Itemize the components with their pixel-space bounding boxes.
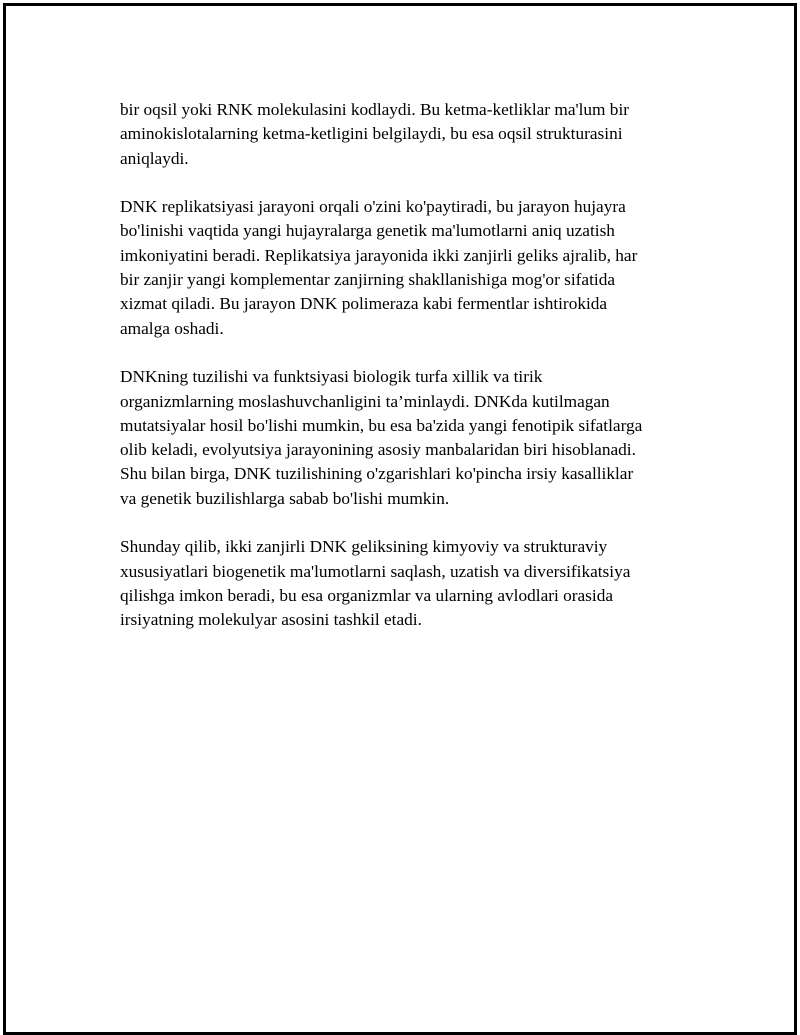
text-line: olib keladi, evolyutsiya jarayonining asosiy manbalaridan biri hisoblanadi. xyxy=(120,440,636,460)
text-line: DNKning tuzilishi va funktsiyasi biologik turfa xillik va tirik xyxy=(120,367,543,387)
paragraph xyxy=(120,195,692,341)
text-line: DNK replikatsiyasi jarayoni orqali o'zini ko'paytiradi, bu jarayon hujayra xyxy=(120,197,626,217)
text-line: aniqlaydi. xyxy=(120,148,189,168)
text-line: xususiyatlari biogenetik ma'lumotlarni saqlash, uzatish va diversifikatsiya xyxy=(120,561,631,581)
text-line: va genetik buzilishlarga sabab bo'lishi mumkin. xyxy=(120,488,450,508)
text-line: Shu bilan birga, DNK tuzilishining o'zgarishlari ko'pincha irsiy kasalliklar xyxy=(120,464,634,484)
text-line: xizmat qiladi. Bu jarayon DNK polimeraza kabi fermentlar ishtirokida xyxy=(120,294,608,314)
document-body xyxy=(120,98,692,657)
text-line: qilishga imkon beradi, bu esa organizmlar va ularning avlodlari orasida xyxy=(120,585,614,605)
text-line: Shunday qilib, ikki zanjirli DNK geliksining kimyoviy va strukturaviy xyxy=(120,537,608,557)
text-line: mutatsiyalar hosil bo'lishi mumkin, bu esa ba'zida yangi fenotipik sifatlarga xyxy=(120,415,643,435)
text-line: bir oqsil yoki RNK molekulasini kodlaydi. Bu ketma-ketliklar ma'lum bir xyxy=(120,100,630,119)
text-line: aminokislotalarning ketma-ketligini belgilaydi, bu esa oqsil strukturasini xyxy=(120,124,623,144)
text-line: imkoniyatini beradi. Replikatsiya jarayonida ikki zanjirli geliks ajralib, har xyxy=(120,245,638,265)
paragraph xyxy=(120,535,692,632)
text-line: bir zanjir yangi komplementar zanjirning shakllanishiga mog'or sifatida xyxy=(120,270,616,290)
text-line: irsiyatning molekulyar asosini tashkil etadi. xyxy=(120,610,422,630)
paragraph xyxy=(120,365,692,511)
text-line: amalga oshadi. xyxy=(120,318,224,338)
text-line: bo'linishi vaqtida yangi hujayralarga genetik ma'lumotlarni aniq uzatish xyxy=(120,221,615,241)
paragraph xyxy=(120,98,692,171)
text-line: organizmlarning moslashuvchanligini ta’minlaydi. DNKda kutilmagan xyxy=(120,391,610,411)
page-frame xyxy=(3,3,797,1035)
